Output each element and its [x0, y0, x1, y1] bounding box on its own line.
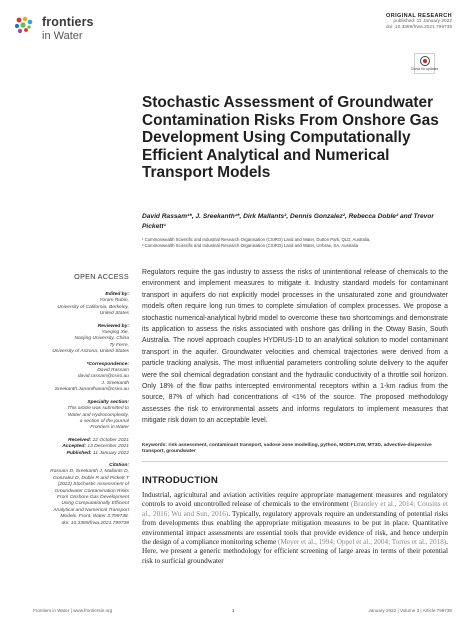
- citation-link[interactable]: (Brantley et al., 2014; Cousins et al., 2016; Wu and Sun, 2016): [142, 500, 448, 518]
- article-dates: [33, 438, 129, 457]
- editor-line: University of California, Berkeley,: [57, 304, 129, 310]
- affiliation-2: ² Commonwealth Scientific and Industrial Research Organisation (CSIRO) Land and Water, Urrbrae, SA, Australia: [142, 242, 358, 248]
- accepted-date: Accepted: 13 December 2021: [62, 444, 129, 450]
- correspondence-heading: *Correspondence:: [86, 361, 129, 367]
- affiliation-1: ¹ Commonwealth Scientific and Industrial Research Organisation (CSIRO) Land and Water, Dutton Park, QLD, Australia,: [142, 237, 371, 242]
- editor-line: United States: [99, 311, 129, 317]
- abstract-text: Regulators require the gas industry to assess the risks of unintentional release of chemicals to the environment and implement measures to mitigate it. Industry standard models for contaminant transport in aquifers do not explicitly model processes in the unsaturated zone and groundwater models often require long run times to complete simulation of complex processes. We propose a stochastic numerical-analytical hybrid model to overcome these two shortcomings and demonstrate its application to assess the risks associated with onshore gas drilling in the Otway Basin, South Australia. The novel approach couples HYDRUS-1D to an analytical solution to model contaminant transport in the aquifer. Groundwater velocities and chemical trajectories were derived from a particle tracking analysis. The most influential parameters controlling solute delivery to the aquifer were the soil chemical degradation constant and the hydraulic conductivity of a throttle soil horizon. Only 18% of the flow paths intercepted environmental receptors within a 1-km radius from the source, 87% of which had concentrations of <1% of the source. The proposed methodology assesses the risk to environmental assets and informs regulators to implement measures that mitigate risk down to an acceptable level.: [142, 269, 448, 425]
- article-type: ORIGINAL RESEARCH: [386, 13, 452, 19]
- introduction-heading: INTRODUCTION: [142, 475, 218, 486]
- citation-line: From Onshore Gas Development: [56, 494, 129, 500]
- citation-line: doi: 10.3389/frwa.2021.799738: [61, 520, 129, 526]
- reviewer-line: University of Arizona, United States: [52, 349, 129, 355]
- citation-line: (2022) Stochastic Assessment of: [57, 482, 129, 488]
- introduction-text: Industrial, agricultural and aviation activities require appropriate management measures and regulatory controls to avoid uncontrolled release of chemicals to the environment (Brantley et al., 2014; Cousins et al., 2016; Wu and Sun, 2016). Typically, regulatory approvals require an understanding of potential risks from developments thus enabling the appropriate mitigation measures to be put in place. Quantitative environmental impact assessments are essential tools that provide evidence of risk, and hence underpin the design of a compliance monitoring scheme (Meyer et al., 1994; Oppel et al., 2004; Torres et al., 2018). Here, we present a generic methodology for efficient screening of large areas in terms of their potential risk to surficial groundwater: [142, 491, 448, 565]
- article-meta: [386, 13, 452, 31]
- correspondence-email[interactable]: david.rassam@csiro.au: [77, 374, 129, 380]
- article-title: Stochastic Assessment of Groundwater Contamination Risks From Onshore Gas Development Using Computationally Efficient Analytical and Numerical Transport Models: [142, 94, 439, 182]
- citation-heading: Citation:: [109, 462, 129, 468]
- specialty-line: This article was submitted to: [67, 406, 129, 412]
- frontiers-logo-icon: [12, 15, 36, 39]
- footer-journal[interactable]: Frontiers in Water | www.frontiersin.org: [33, 608, 113, 613]
- updates-icon: [420, 56, 430, 66]
- citation-line: Gonzalez D, Doble R and Pickett T: [53, 475, 129, 481]
- check-for-updates-button[interactable]: [410, 53, 439, 74]
- page-number: 1: [232, 608, 235, 613]
- doi-link[interactable]: doi: 10.3389/frwa.2021.799738: [385, 25, 452, 31]
- section-divider: [142, 461, 448, 462]
- published-date: published: 11 January 2022: [393, 19, 452, 24]
- received-date: Received: 22 October 2021: [68, 437, 129, 443]
- reviewer-line: Yueqing Xie,: [101, 330, 129, 336]
- correspondence-email[interactable]: Sreekanth.Janardhanan@csiro.au: [54, 387, 129, 393]
- article-sidebar: [33, 272, 129, 527]
- citation-line: Analytical and Numerical Transport: [53, 507, 129, 513]
- updates-label: Check for updates: [410, 67, 439, 71]
- reviewer-line: Ty Ferre,: [109, 342, 129, 348]
- journal-subtitle: in Water: [42, 30, 83, 42]
- specialty-heading: Specialty section:: [87, 399, 129, 405]
- edited-by-heading: Edited by:: [105, 292, 129, 297]
- keywords: Keywords: risk assessment, contaminant transport, vadose zone modelling, python, MODFLOW, MT3D, advective-dispersive transport, groundwater: [142, 443, 432, 455]
- correspondence-name: J. Sreekanth: [101, 380, 129, 386]
- specialty-line: a section of the journal: [79, 418, 129, 424]
- reviewer-line: Nanjing University, China: [74, 336, 129, 342]
- affiliations: [142, 237, 452, 248]
- footer-issue: January 2022 | Volume 3 | Article 799738: [368, 608, 452, 613]
- specialty-line: Water and Hydrocomplexity,: [68, 412, 129, 418]
- author-list: David Rassam¹*, J. Sreekanth¹*, Dirk Mallants², Dennis Gonzalez², Rebecca Doble² and Trevor Pickett¹: [142, 213, 434, 230]
- page-footer: [0, 606, 474, 616]
- journal-logo[interactable]: [12, 13, 122, 49]
- citation-link[interactable]: (Meyer et al., 1994; Oppel et al., 2004; Torres et al., 2018): [278, 538, 447, 547]
- editor-line: Yoram Rubin,: [99, 298, 129, 304]
- citation-line: Using Computationally Efficient: [61, 501, 129, 507]
- citation-line: Groundwater Contamination Risks: [54, 488, 129, 494]
- published-date-sidebar: Published: 11 January 2022: [66, 450, 129, 456]
- citation-line: Rassam D, Sreekanth J, Mallants D,: [50, 469, 129, 475]
- reviewed-by-heading: Reviewed by:: [97, 323, 129, 329]
- journal-brand: frontiers: [42, 15, 94, 29]
- specialty-line: Frontiers in Water: [90, 425, 129, 431]
- correspondence-name: David Rassam: [97, 368, 129, 374]
- open-access-label: OPEN ACCESS: [74, 272, 129, 281]
- citation-line: Models. Front. Water 3:799738.: [60, 514, 129, 520]
